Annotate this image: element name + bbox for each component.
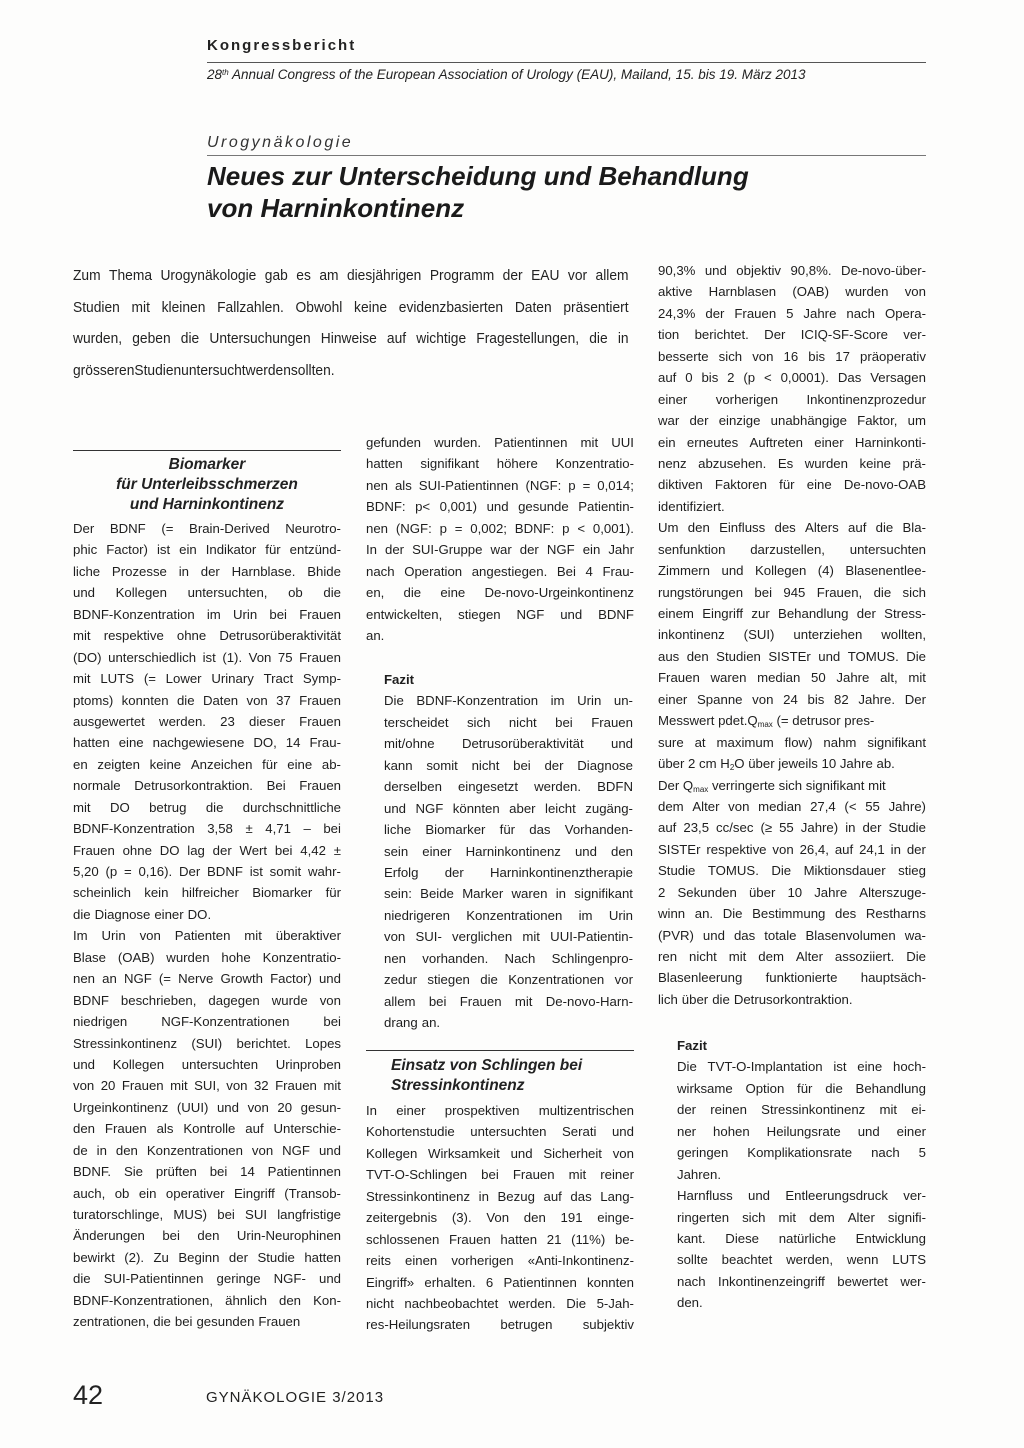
text-line: besserte sich von 16 bis 17 präoperativ xyxy=(658,348,926,364)
text-line: ringerten sich mit dem Alter signifi- xyxy=(677,1209,926,1225)
col2-heading: Einsatz von Schlingen bei Stressinkontinenz xyxy=(391,1057,583,1094)
text-line: reits einen vorherigen «Anti-Inkontinenz- xyxy=(366,1253,634,1269)
text-line: über 2 cm $H_2O$ über jeweils 10 Jahre ab. xyxy=(658,756,895,773)
text-line: auch, ob ein operativer Eingriff (Transob- xyxy=(73,1185,341,1201)
text-line: Blase (OAB) wurden hohe Konzentratio- xyxy=(73,949,341,965)
text-line: res-Heilungsraten betrugen subjektiv xyxy=(366,1317,634,1333)
text-line: kann somit nicht bei der Diagnose xyxy=(384,757,633,773)
text-line: nen an NGF (= Nerve Growth Factor) und xyxy=(73,971,341,987)
text-line: einer vorherigen Inkontinenzprozedur xyxy=(658,391,926,407)
header-rule xyxy=(207,62,926,63)
magazine-issue: GYNÄKOLOGIE 3/2013 xyxy=(206,1389,385,1406)
text-line: nicht nachbeobachtet werden. Die 5-Jah- xyxy=(366,1295,634,1311)
text-line: die Diagnose einer DO. xyxy=(73,906,212,922)
text-line: und Kollegen untersuchten Urinproben xyxy=(73,1056,341,1072)
text-line: gefunden wurden. Patientinnen mit UUI xyxy=(366,435,634,450)
text-line: inkontinenz (SUI) unterziehen wollten, xyxy=(658,627,926,643)
page-number: 42 xyxy=(73,1380,104,1410)
lead-line: Zum Thema Urogynäkologie gab es am diesjährigen Programm der EAU vor allem xyxy=(73,267,629,284)
text-line: Frauen waren median 50 Jahre alt, mit xyxy=(658,670,926,686)
text-line: und NGF könnten aber leicht zugäng- xyxy=(384,800,633,816)
text-line: schlossenen Frauen hatten 21 (11%) be- xyxy=(366,1231,634,1247)
col3-body-a xyxy=(658,260,926,1010)
text-line: die SUI-Patientinnen geringe NGF- und xyxy=(73,1271,341,1287)
text-line: hatten signifikant höhere Konzentratio- xyxy=(366,456,634,472)
text-line: sollte beachtet werden, wenn LUTS xyxy=(677,1252,926,1268)
text-line: 5,20 (p = 0,16). Der BDNF ist somit wahr- xyxy=(73,864,341,879)
lead-line: Studien mit kleinen Fallzahlen. Obwohl keine evidenzbasierten Daten präsentiert xyxy=(73,298,629,316)
text-line: (DO) unterschiedlich ist (1). Von 75 Frauen xyxy=(73,649,341,665)
text-line: ptoms) konnten die Daten von 37 Frauen xyxy=(73,692,341,708)
text-line: BDNF. Sie prüften bei 14 Patientinnen xyxy=(73,1164,341,1180)
text-line: en, die eine De-novo-Urgeinkontinenz xyxy=(366,585,634,601)
text-line: ausgewertet werden. 23 dieser Frauen xyxy=(73,713,341,729)
text-line: von SUI- verglichen mit UUI-Patientin- xyxy=(384,929,633,945)
text-line: BDNF-Konzentration 3,58 ± 4,71 – bei xyxy=(73,821,341,837)
lead-paragraph xyxy=(73,260,629,386)
text-line: der reinen Stressinkontinenz mit ei- xyxy=(677,1102,926,1118)
text-line: aus den Studien SISTEr und TOMUS. Die xyxy=(658,648,926,664)
text-line: Kollegen Wirksamkeit und Sicherheit von xyxy=(366,1145,634,1161)
text-line: rungstörungen bei 945 Frauen, die sich xyxy=(658,584,926,600)
text-line: allem bei Frauen mit De-novo-Harn- xyxy=(384,993,633,1009)
text-line: Frauen ohne DO lag der Wert bei 4,42 ± xyxy=(73,842,341,858)
text-line: nach Inkontinenzeingriff bewertet wer- xyxy=(677,1273,926,1289)
section-tag: Urogynäkologie xyxy=(207,134,354,151)
text-line: dem Alter von median 27,4 (< 55 Jahre) xyxy=(658,798,926,814)
text-line: identifiziert. xyxy=(658,498,725,514)
fazit-label: Fazit xyxy=(384,672,415,687)
text-line: zentrationen, die bei gesunden Frauen xyxy=(73,1314,301,1330)
lead-line: wurden, geben die Untersuchungen Hinweise auf wichtige Fragestellungen, die in xyxy=(73,330,629,347)
text-line: einem Eingriff zur Behandlung der Stress- xyxy=(658,606,926,621)
text-line: war der einzige unabhängige Faktor, um xyxy=(658,413,926,429)
text-line: Die BDNF-Konzentration im Urin un- xyxy=(384,693,633,709)
text-line: drang an. xyxy=(384,1015,441,1030)
text-line: Messwert $pdet.Q_{max}$ (= detrusor pres- xyxy=(658,713,875,730)
col2-heading-rule xyxy=(366,1050,634,1051)
text-line: nen (NGF: p = 0,002; BDNF: p < 0,001). xyxy=(366,520,634,536)
text-line: Kohortenstudie untersuchten Serati und xyxy=(366,1124,634,1140)
text-line: niedrigen NGF-Konzentrationen bei xyxy=(73,1014,341,1030)
text-line: ren nicht mit dem Alter assoziiert. Die xyxy=(658,949,926,964)
text-line: Erfolg der Harninkontinenztherapie xyxy=(384,864,633,880)
text-line: Die TVT-O-Implantation ist eine hoch- xyxy=(677,1059,926,1075)
text-line: Um den Einfluss des Alters auf die Bla- xyxy=(658,520,926,536)
section-rule xyxy=(207,155,926,156)
text-line: Harnfluss und Entleerungsdruck ver- xyxy=(677,1188,926,1204)
text-line: derselben eingesetzt werden. BDFN xyxy=(384,779,633,795)
text-line: lich über die Detrusorkontraktion. xyxy=(658,991,853,1007)
text-line: bewirkt (2). Zu Beginn der Studie hatten xyxy=(73,1249,341,1265)
text-line: Studie TOMUS. Die Miktionsdauer stieg xyxy=(658,863,926,879)
header-subtitle: 28th Annual Congress of the European Association of Urology (EAU), Mailand, 15. bis 19. März 2013 xyxy=(207,67,806,82)
text-line: liche Biomarker für das Vorhanden- xyxy=(384,822,633,838)
col2-body-b xyxy=(366,1100,634,1336)
text-line: einer Spanne von 24 bis 82 Jahre. Der xyxy=(658,691,926,707)
text-line: niedrigeren Konzentrationen im Urin xyxy=(384,907,633,923)
text-line: tion berichtet. Der ICIQ-SF-Score ver- xyxy=(658,327,926,343)
text-line: liche Prozesse in der Harnblase. Bhide xyxy=(73,563,341,579)
text-line: kant. Diese natürliche Entwicklung xyxy=(677,1230,926,1246)
text-line: Jahren. xyxy=(677,1166,721,1182)
text-line: BDNF: p< 0,001) und gesunde Patientin- xyxy=(366,499,634,515)
text-line: Der BDNF (= Brain-Derived Neurotro- xyxy=(73,521,341,536)
text-line: mit LUTS (= Lower Urinary Tract Symp- xyxy=(73,671,341,687)
col3-fazit xyxy=(677,1035,926,1314)
text-line: 2 Sekunden über 10 Jahre Alterszuge- xyxy=(658,884,926,900)
text-line: nenz abzusehen. Es wurden keine prä- xyxy=(658,455,926,471)
article-title: Neues zur Unterscheidung und Behandlung von Harninkontinenz xyxy=(207,161,749,223)
text-line: aktive Harnblasen (OAB) wurden von xyxy=(658,284,926,300)
text-line: TVT-O-Schlingen bei Frauen mit reiner xyxy=(366,1167,634,1183)
text-line: winn an. Die Bestimmung des Restharns xyxy=(658,906,926,922)
text-line: ein erneutes Auftreten einer Harninkonti- xyxy=(658,434,926,450)
text-line: normale Detrusorkontraktion. Bei Frauen xyxy=(73,778,341,794)
text-line: auf 23,5 cc/sec (≥ 55 Jahre) in der Studie xyxy=(658,820,926,836)
text-line: 24,3% der Frauen 5 Jahre nach Opera- xyxy=(658,305,926,321)
col1-body xyxy=(73,518,341,1333)
text-line: geringen Komplikationsrate nach 5 xyxy=(677,1145,926,1161)
text-line: mit respektive ohne Detrusorüberaktivität xyxy=(73,628,341,644)
text-line: BDNF beschrieben, dagegen wurde von xyxy=(73,992,341,1008)
text-line: In einer prospektiven multizentrischen xyxy=(366,1103,634,1118)
text-line: nen als SUI-Patientinnen (NGF: p = 0,014; xyxy=(366,477,634,493)
lead-line: grösseren Studien untersucht werden sollten. xyxy=(73,361,335,379)
text-line: senfunktion darzustellen, untersuchten xyxy=(658,541,926,557)
text-line: BDNF-Konzentration im Urin bei Frauen xyxy=(73,606,341,622)
text-line: zeitergebnis (3). Von den 191 einge- xyxy=(366,1210,634,1226)
text-line: BDNF-Konzentrationen, ähnlich den Kon- xyxy=(73,1292,341,1308)
col1-heading: Biomarker für Unterleibsschmerzen und Harninkontinenz xyxy=(116,456,298,513)
text-line: mit/ohne Detrusorüberaktivität und xyxy=(384,736,633,752)
text-line: 90,3% und objektiv 90,8%. De-novo-über- xyxy=(658,263,926,278)
text-line: an. xyxy=(366,627,385,643)
text-line: (PVR) und das totale Blasenvolumen wa- xyxy=(658,927,926,943)
text-line: den Frauen als Kontrolle auf Unterschie- xyxy=(73,1121,341,1137)
text-line: und Kollegen untersuchten, ob die xyxy=(73,585,341,601)
text-line: scheinlich kein hilfreicher Biomarker für xyxy=(73,885,341,901)
text-line: terscheidet sich nicht bei Frauen xyxy=(384,714,633,730)
text-line: zedur stiegen die Konzentrationen vor xyxy=(384,972,633,988)
text-line: Eingriff» erhalten. 6 Patientinnen konnten xyxy=(366,1274,634,1290)
text-line: Stressinkontinenz (SUI) berichtet. Lopes xyxy=(73,1035,341,1051)
text-line: wirksame Option für die Behandlung xyxy=(677,1080,926,1096)
text-line: SISTEr respektive von 26,4, auf 24,1 in der xyxy=(658,841,926,857)
text-line: ner hohen Heilungsrate und einer xyxy=(677,1123,926,1139)
text-line: Zimmern und Kollegen (4) Blasenentlee- xyxy=(658,563,926,579)
text-line: sure at maximum flow) nahm signifikant xyxy=(658,734,926,750)
text-line: entwickelten, stiegen NGF und BDNF xyxy=(366,606,634,622)
text-line: sein einer Harninkontinenz und den xyxy=(384,843,633,859)
text-line: auf 0 bis 2 (p < 0,0001). Das Versagen xyxy=(658,370,926,386)
header-kicker: Kongressbericht xyxy=(207,37,357,54)
text-line: Urgeinkontinenz (UUI) und von 20 gesun- xyxy=(73,1099,341,1115)
text-line: mit DO betrug die durchschnittliche xyxy=(73,799,341,815)
col2-body-a xyxy=(366,432,634,646)
text-line: von 20 Frauen mit SUI, von 32 Frauen mit xyxy=(73,1078,341,1094)
text-line: In der SUI-Gruppe war der NGF ein Jahr xyxy=(366,542,634,558)
text-line: phic Factor) ist ein Indikator für entzünd- xyxy=(73,542,341,558)
text-line: Stressinkontinenz in Bezug auf das Lang- xyxy=(366,1188,634,1204)
fazit-label: Fazit xyxy=(677,1038,708,1053)
text-line: Der $Q_{max}$ verringerte sich signifikant mit xyxy=(658,777,886,794)
text-line: nach Operation angestiegen. Bei 4 Frau- xyxy=(366,563,634,579)
text-line: turatorschlinge, MUS) bei SUI langfristige xyxy=(73,1207,341,1222)
col2-fazit xyxy=(384,669,633,1033)
text-line: en zeigten keine Anzeichen für eine ab- xyxy=(73,756,341,772)
text-line: Änderungen bei den Urin-Neurophinen xyxy=(73,1228,341,1244)
col1-heading-rule xyxy=(73,450,341,451)
text-line: Blasenleerung funktionierte hauptsäch- xyxy=(658,970,926,986)
text-line: nen vorhanden. Nach Schlingenpro- xyxy=(384,950,633,966)
text-line: diktiven Faktoren für eine De-novo-OAB xyxy=(658,477,926,493)
text-line: hatten eine nachgewiesene DO, 14 Frau- xyxy=(73,735,341,751)
text-line: de in den Konzentrationen von NGF und xyxy=(73,1142,341,1158)
text-line: Im Urin von Patienten mit überaktiver xyxy=(73,928,341,944)
text-line: sein: Beide Marker waren in signifikant xyxy=(384,886,633,902)
text-line: den. xyxy=(677,1295,703,1311)
